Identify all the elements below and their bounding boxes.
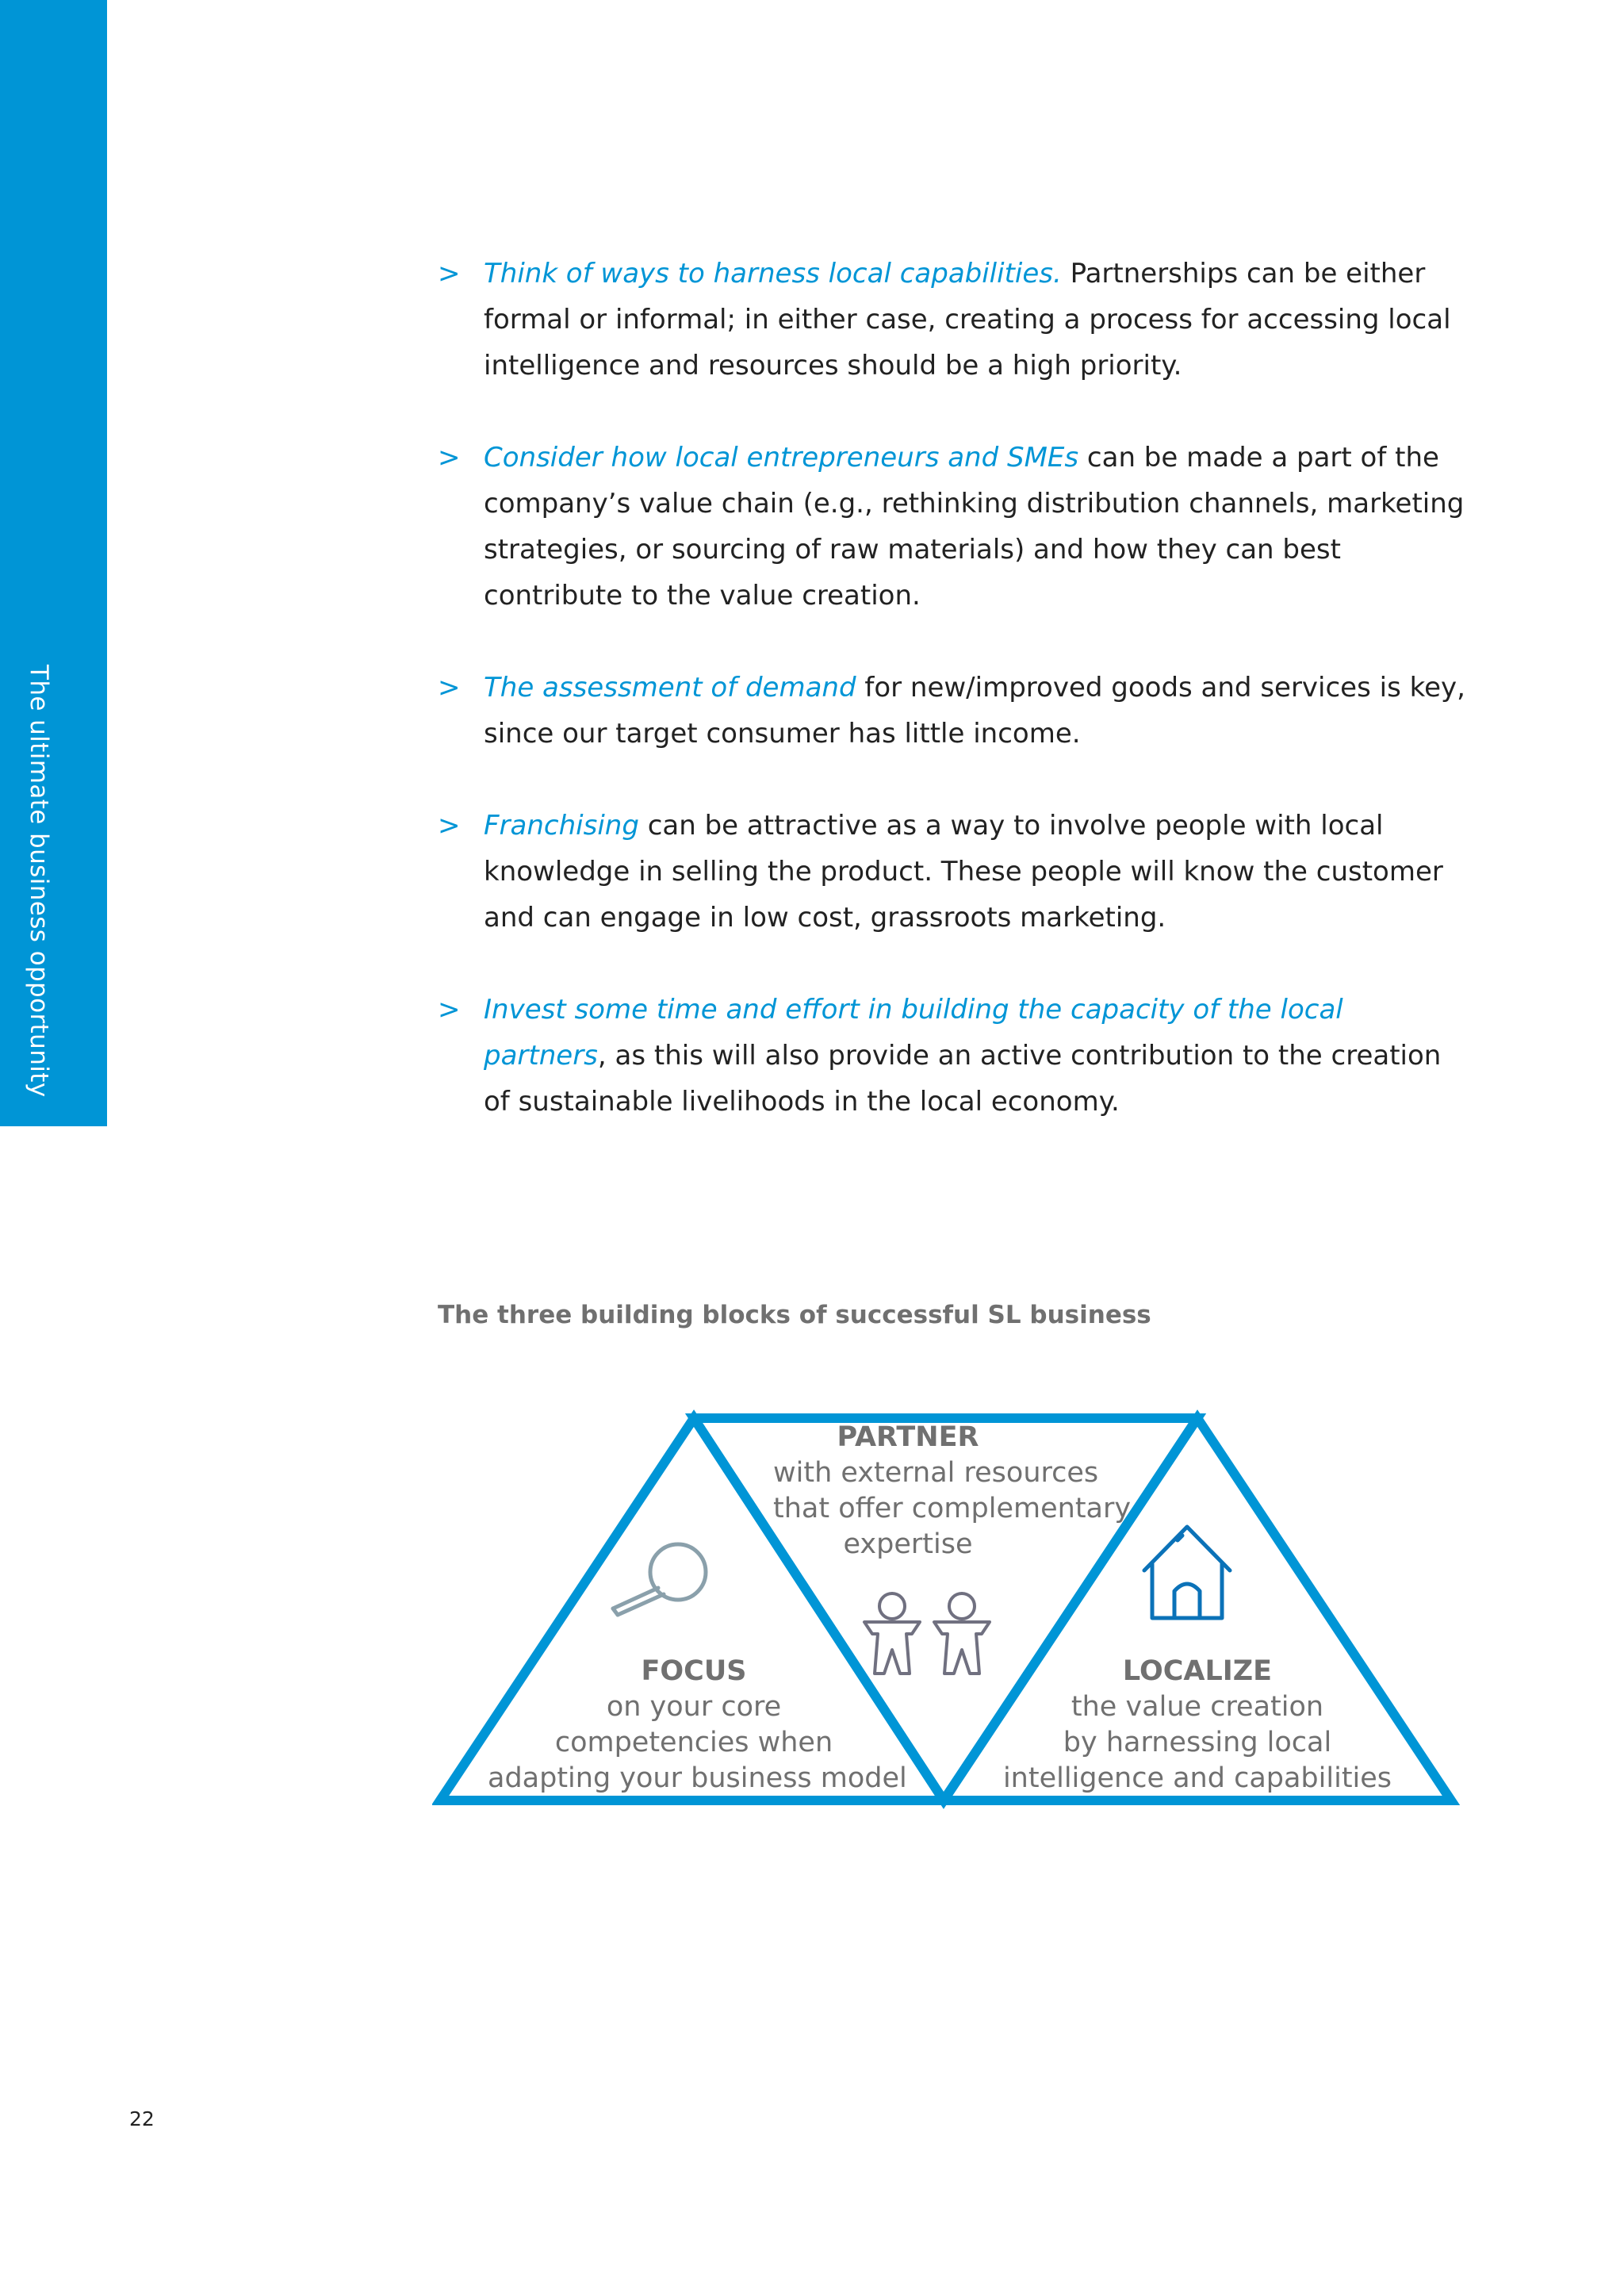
- focus-block: [488, 1654, 907, 1796]
- list-item: [438, 435, 1469, 619]
- list-item: [438, 665, 1469, 757]
- bullet-highlight: Think of ways to harness local capabilities.: [484, 258, 1062, 290]
- focus-heading: FOCUS: [641, 1655, 747, 1687]
- localize-line: the value creation: [1071, 1691, 1324, 1723]
- localize-line: intelligence and capabilities: [1002, 1762, 1392, 1794]
- list-item: [438, 251, 1469, 389]
- focus-line: competencies when: [554, 1727, 833, 1758]
- partner-line: that offer complementary: [773, 1493, 1132, 1524]
- bullet-text: can be made a part of the company’s value chain (e.g., rethinking distribution channels, marketing strategies, or sourcing of raw materials) and how they can best contribute to the value creation.: [484, 442, 1465, 612]
- figure-title: The three building blocks of successful SL business: [438, 1301, 1151, 1329]
- localize-heading: LOCALIZE: [1122, 1655, 1273, 1687]
- localize-line: by harnessing local: [1063, 1727, 1332, 1758]
- page-number: 22: [129, 2107, 155, 2130]
- chevron-right-icon: >: [438, 994, 461, 1026]
- chevron-right-icon: >: [438, 810, 461, 842]
- side-bar: [0, 0, 107, 1126]
- chevron-right-icon: >: [438, 442, 461, 474]
- bullet-list: [438, 251, 1469, 1171]
- bullet-highlight: Consider how local entrepreneurs and SMEs: [484, 442, 1079, 474]
- chevron-right-icon: >: [438, 672, 461, 704]
- section-label: The ultimate business opportunity: [25, 665, 53, 1098]
- focus-line: on your core: [606, 1691, 782, 1723]
- bullet-text: for new/improved goods and services is key, since our target consumer has little income.: [484, 672, 1465, 750]
- partner-line: with external resources: [773, 1457, 1099, 1489]
- magnifier-icon: [613, 1544, 706, 1615]
- building-blocks-diagram: [432, 1404, 1463, 1816]
- list-item: [438, 803, 1469, 941]
- bullet-highlight: Invest some time and effort in building the capacity of the local partners: [484, 994, 1343, 1072]
- house-icon: [1144, 1527, 1230, 1618]
- partner-line: expertise: [843, 1528, 973, 1560]
- list-item: [438, 987, 1469, 1125]
- bullet-highlight: The assessment of demand: [484, 672, 856, 704]
- focus-line: adapting your business model: [488, 1762, 907, 1794]
- bullet-highlight: Franchising: [484, 810, 639, 842]
- localize-block: [987, 1654, 1408, 1796]
- chevron-right-icon: >: [438, 258, 461, 290]
- partner-block: [773, 1420, 1132, 1563]
- partner-heading: PARTNER: [837, 1421, 979, 1453]
- bullet-text: Partnerships can be either formal or informal; in either case, creating a process for accessing local intelligence and resources should be a high priority.: [484, 258, 1451, 382]
- bullet-text: , as this will also provide an active contribution to the creation of sustainable livelihoods in the local economy.: [484, 1040, 1442, 1118]
- bullet-text: can be attractive as a way to involve people with local knowledge in selling the product. These people will know the customer and can engage in low cost, grassroots marketing.: [484, 810, 1443, 934]
